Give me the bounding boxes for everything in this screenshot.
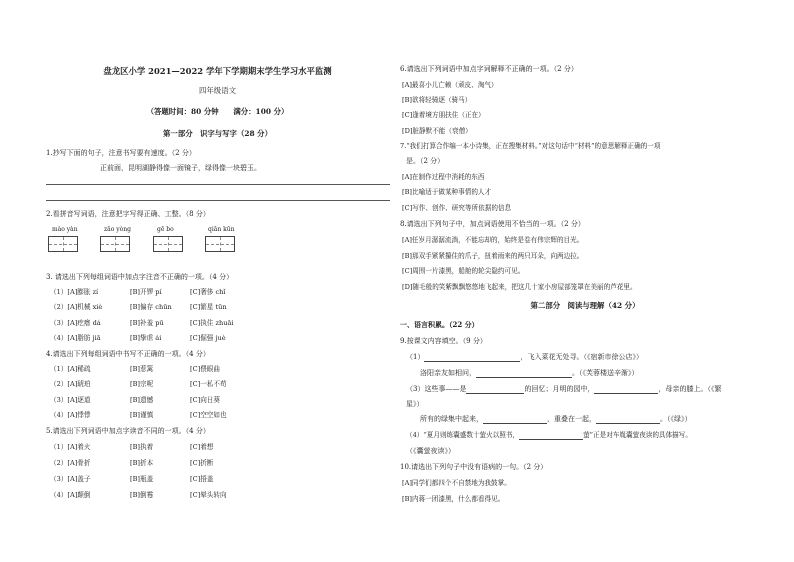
- writing-grid[interactable]: [153, 236, 183, 252]
- option[interactable]: [B]那双手紧紧攥住的爪子，扭着雨来的两只耳朵，向两边拉。: [402, 252, 584, 260]
- option[interactable]: [B]遗憾: [130, 396, 154, 404]
- option[interactable]: [B]补羞 pū: [130, 319, 164, 327]
- option[interactable]: [A]任岁月潺潺流淌，不能忘却的，始终是卷有伟宗辉的目光。: [402, 236, 584, 244]
- option[interactable]: [D]脏静默不能（衰僧）: [402, 127, 472, 135]
- writing-grid[interactable]: [100, 236, 130, 252]
- pinyin-label: qiān kūn: [208, 226, 235, 233]
- option[interactable]: （4）[A]悸悸: [50, 411, 91, 419]
- option[interactable]: [C]倔强 juè: [190, 334, 226, 342]
- part1-heading: 第一部分 识字与写字（28 分）: [163, 129, 272, 138]
- question-2: 2.看拼音写词语，注意把字写得正确、工整。（8 分）: [46, 210, 210, 218]
- option[interactable]: [C]繁星 tūn: [190, 303, 227, 311]
- question-6: 6.请选出下列词语中加点字词解释不正确的一项。（2 分）: [400, 65, 578, 73]
- option[interactable]: [A]在制作过程中消耗的东西: [402, 173, 485, 181]
- option[interactable]: [C]逢着境方朋扶住（正在）: [402, 111, 485, 119]
- fill-blank[interactable]: [476, 370, 572, 378]
- option[interactable]: （1）[A]着火: [50, 443, 91, 451]
- option[interactable]: [A]同学们都四个不自禁地为我鼓掌。: [402, 479, 511, 487]
- time-score: （答题时间：80 分钟 满分：100 分）: [146, 107, 289, 116]
- fill-line: [406, 352, 643, 362]
- fill-line-cont: （《囊萤夜读》）: [406, 447, 455, 455]
- question-3: 3. 请选出下列每组词语中加点字注音不正确的一项。（4 分）: [46, 273, 234, 281]
- option[interactable]: （2）[A]骨折: [50, 459, 91, 467]
- option[interactable]: [B]开锣 pí: [130, 288, 162, 296]
- question-7-cont: 是。（2 分）: [406, 157, 445, 165]
- option[interactable]: [B]欲将轻骑逐（骑马）: [402, 96, 472, 104]
- option[interactable]: [B]倒霉: [130, 491, 154, 499]
- part2-heading: 第二部分 阅读与理解（42 分）: [530, 301, 640, 310]
- option[interactable]: [C]捂盖: [190, 475, 214, 483]
- option[interactable]: [A]最喜小儿亡赖（顽皮、淘气）: [402, 81, 498, 89]
- answer-line: [46, 200, 390, 201]
- fill-blank[interactable]: [519, 432, 583, 440]
- option[interactable]: [B]惹篱: [130, 365, 154, 373]
- subject-title: 四年级语文: [199, 86, 236, 95]
- fill-line: [420, 414, 692, 424]
- option[interactable]: [C]周围一片漆黑，船舱的轮尖隐约可见。: [402, 267, 525, 275]
- question-10: 10.请选出下列句子中没有语病的一句。（2 分）: [400, 463, 548, 471]
- option[interactable]: [B]折本: [130, 459, 154, 467]
- option[interactable]: （1）[A]膨胀 zí: [50, 288, 99, 296]
- option[interactable]: （4）[A]脂肪 jiā: [50, 334, 101, 342]
- question-9: 9.按课文内容填空。（9 分）: [400, 337, 487, 345]
- option[interactable]: [C]向日葵: [190, 396, 220, 404]
- option[interactable]: [C]折断: [190, 459, 214, 467]
- fill-blank[interactable]: [594, 386, 658, 394]
- option[interactable]: [C]晕头转向: [190, 491, 227, 499]
- option[interactable]: [B]内蒋一团漆黑，什么都看得见。: [402, 495, 505, 503]
- fill-line: [420, 368, 639, 378]
- label: （4）“夏月则练囊盛数十萤火以照书，: [406, 431, 520, 439]
- option[interactable]: [D]随毛般的笑紫飘飘悠悠地飞起来，把这几十家小房屋部笼罩在美丽的芦花里。: [402, 283, 637, 291]
- option[interactable]: [C]一私不苟: [190, 380, 227, 388]
- fill-line: [406, 384, 721, 394]
- option[interactable]: [C]空空如也: [190, 411, 227, 419]
- label: 萤”正是对车胤囊萤夜读的具体描写。: [583, 431, 692, 439]
- pinyin-label: mào yàn: [52, 226, 78, 233]
- label: 的回忆；月明的园中，: [524, 385, 595, 393]
- option[interactable]: [C]奢侈 chǐ: [190, 288, 226, 296]
- label: ，重叠在一起，: [547, 415, 596, 423]
- option[interactable]: （2）[A]机械 xiè: [50, 303, 103, 311]
- fill-blank[interactable]: [466, 386, 524, 394]
- label: ，母亲的膝上。（《繁: [658, 385, 722, 393]
- option[interactable]: （4）[A]颠倒: [50, 491, 91, 499]
- option[interactable]: [C]着想: [190, 443, 214, 451]
- pinyin-label: gē bo: [157, 226, 174, 233]
- label: 。（《绿》）: [660, 415, 692, 423]
- option[interactable]: [B]偏存 chūn: [130, 303, 172, 311]
- option[interactable]: [B]谨慎: [130, 411, 154, 419]
- answer-line: [46, 184, 390, 185]
- option[interactable]: [B]瓶盖: [130, 475, 154, 483]
- fill-line: [406, 430, 692, 440]
- fill-line-cont: 星》）: [406, 400, 424, 408]
- option[interactable]: [C]偎眼曲: [190, 365, 220, 373]
- question-8: 8.请选出下列句子中，加点词语使用不恰当的一项。（2 分）: [400, 220, 585, 228]
- option[interactable]: [B]宗呢: [130, 380, 154, 388]
- writing-grid[interactable]: [48, 236, 78, 252]
- option[interactable]: （3）[A]盖子: [50, 475, 91, 483]
- option[interactable]: [B]比喻适于做某种事情的人才: [402, 188, 492, 196]
- option[interactable]: [B]执着: [130, 443, 154, 451]
- label: （3）这些事——是: [406, 385, 467, 393]
- question-1: 1.抄写下面的句子，注意书写要有速度。（2 分）: [46, 149, 196, 157]
- option[interactable]: [C]执住 zhuāi: [190, 319, 234, 327]
- option[interactable]: [B]挚虐 ái: [130, 334, 162, 342]
- question-4: 4.请选出下列每组词语中书写不正确的一项。（4 分）: [46, 350, 210, 358]
- fill-blank[interactable]: [596, 416, 660, 424]
- option[interactable]: （2）[A]琥珀: [50, 380, 91, 388]
- pinyin-label: zāo yòng: [104, 226, 131, 233]
- fill-blank[interactable]: [424, 354, 520, 362]
- fill-blank[interactable]: [483, 416, 547, 424]
- label: 。（《芙蓉楼送辛渐》）: [572, 369, 639, 377]
- question-5: 5.请选出下列词语中加点字读音不同的一项。（4 分）: [46, 427, 210, 435]
- label: ，飞入菜花无处寻。（《宿新市徐公店》）: [520, 353, 643, 361]
- label: 洛阳亲友如相问，: [420, 369, 476, 377]
- option[interactable]: （3）[A]疙瘩 dá: [50, 319, 101, 327]
- question-7: 7.“我们打算合作编一本小诗集，正在搜集材料。”对这句话中“材料”的意思解释正确的一项: [400, 142, 661, 150]
- option[interactable]: [C]写作、创作、研究等所依据的信息: [402, 204, 512, 212]
- option[interactable]: （3）[A]逐道: [50, 396, 91, 404]
- q1-sentence: 正前面，昆明湖静得像一面镜子，绿得像一块碧玉。: [100, 164, 261, 172]
- section-heading: 一、语言积累。（22 分）: [400, 320, 479, 329]
- writing-grid[interactable]: [205, 236, 235, 252]
- label: 所有的绿集中起来，: [420, 415, 483, 423]
- option[interactable]: （1）[A]稀疏: [50, 365, 91, 373]
- exam-title: 盘龙区小学 2021—2022 学年下学期期末学生学习水平监测: [103, 66, 332, 76]
- label: （1）: [406, 353, 425, 361]
